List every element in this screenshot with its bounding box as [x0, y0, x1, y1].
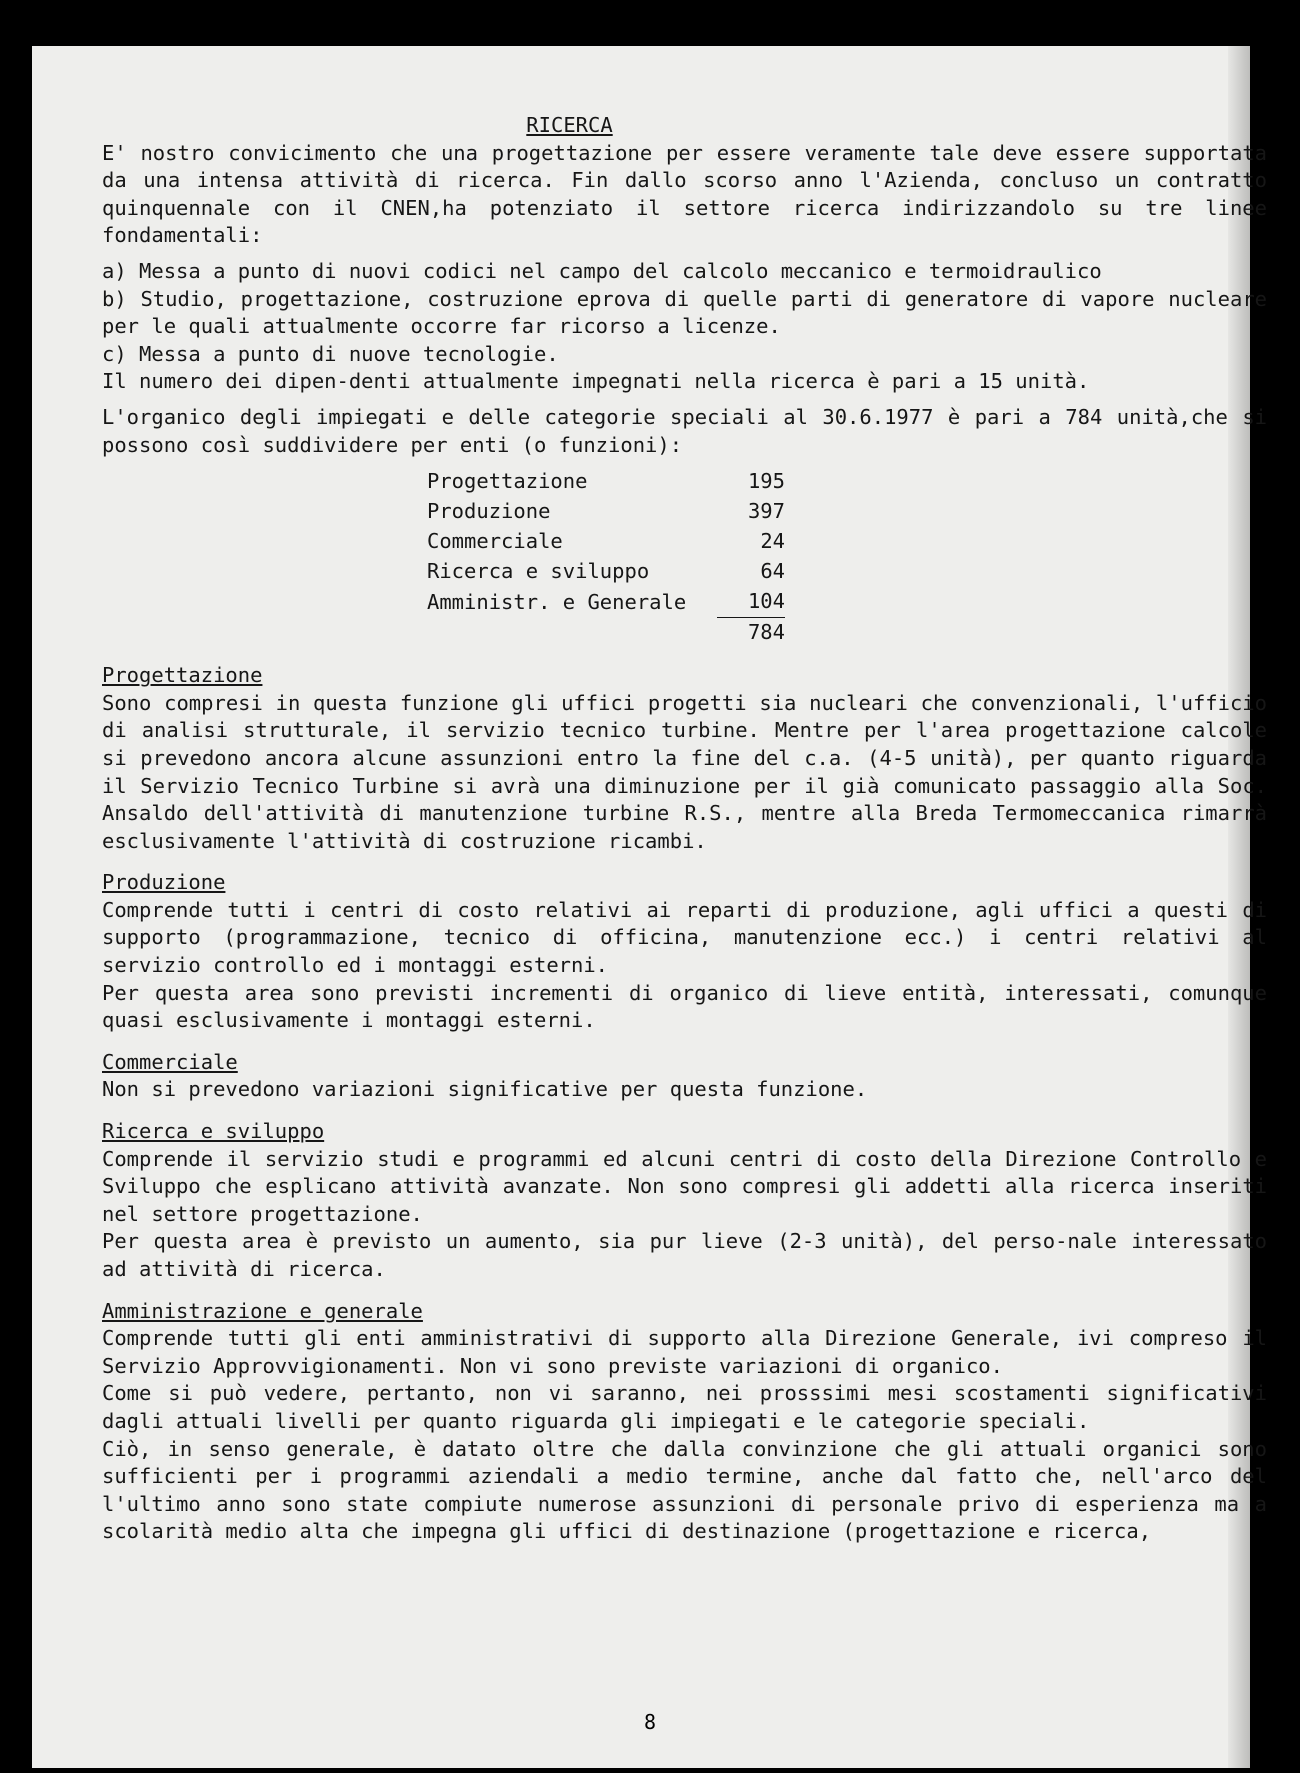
list-item-a: a) Messa a punto di nuovi codici nel campo del calcolo meccanico e termoidraulico [102, 258, 1102, 283]
produzione-paragraph: Per questa area sono previsti incrementi di organico di lieve entità, interessati, comunque quasi esclusivamente i montaggi esterni. [102, 980, 1267, 1033]
heading-ricerca-sviluppo: Ricerca e sviluppo [102, 1119, 325, 1144]
heading-commerciale: Commerciale [102, 1049, 238, 1074]
table-row [427, 467, 785, 497]
section-title: RICERCA [526, 113, 613, 137]
row-label: Ricerca e sviluppo [427, 559, 650, 584]
row-value: 397 [747, 499, 785, 524]
list-item-c: c) Messa a punto di nuove tecnologie. [102, 341, 559, 366]
table-total-row [427, 618, 785, 649]
produzione-paragraph: Comprende tutti i centri di costo relativi ai reparti di produzione, agli uffici a questi di supporto (programmazione, tecnico di officina, manutenzione ecc.) i centri relativi al servizio controllo ed i montaggi esterni. [102, 897, 1267, 978]
table-row [427, 587, 785, 618]
row-label: Amministr. e Generale [427, 589, 687, 614]
ricerca-paragraph: Comprende il servizio studi e programmi ed alcuni centri di costo della Direzione Controllo e Sviluppo che esplicano attività avanzate. Non sono compresi gli addetti alla ricerca inseriti nel settore progettazione. [102, 1146, 1267, 1226]
list-item-b: b) Studio, progettazione, costruzione eprova di quelle parti di generatore di vapore nucleare per le quali attualmente occorre far ricorso a licenze. [102, 286, 1267, 339]
row-value: 104 [717, 587, 785, 618]
document-body [102, 112, 1267, 1546]
row-label: Progettazione [427, 469, 588, 494]
amministrazione-paragraph: Ciò, in senso generale, è datato oltre che dalla convinzione che gli attuali organici sono sufficienti per i programmi aziendali a medio termine, anche dal fatto che, nell'arco del l'ultimo anno sono state compiute numerose assunzioni di personale privo di esperienza ma a scolarità medio alta che impegna gli uffici di destinazione (progettazione e ricerca, [102, 1436, 1267, 1544]
ricerca-paragraph: Per questa area è previsto un aumento, sia pur lieve (2-3 unità), del perso-nale interessato ad attività di ricerca. [102, 1229, 1267, 1281]
row-value: 24 [760, 529, 785, 554]
table-row [427, 557, 785, 587]
organico-paragraph: L'organico degli impiegati e delle categorie speciali al 30.6.1977 è pari a 784 unità,che si possono così suddividere per enti (o funzioni): [102, 404, 1267, 457]
progettazione-paragraph: Sono compresi in questa funzione gli uffici progetti sia nucleari che convenzionali, l'ufficio di analisi strutturale, il servizio tecnico turbine. Mentre per l'area progettazione calcole si prevedono ancora alcune assunzioni entro la fine del c.a. (4-5 unità), per quanto riguarda il Servizio Tecnico Turbine si avrà una diminuzione per il già comunicato passaggio alla Soc. Ansaldo dell'attività di manutenzione turbine R.S., mentre alla Breda Termomeccanica rimarrà esclusivamente l'attività di costruzione ricambi. [102, 690, 1267, 853]
amministrazione-paragraph: Come si può vedere, pertanto, non vi saranno, nei prosssimi mesi scostamenti significativi dagli attuali livelli per quanto riguarda gli impiegati e le categorie speciali. [102, 1381, 1267, 1433]
row-value: 64 [760, 559, 785, 584]
heading-amministrazione: Amministrazione e generale [102, 1298, 423, 1323]
document-page [32, 46, 1267, 1768]
heading-produzione: Produzione [102, 870, 226, 895]
row-label: Produzione [427, 499, 551, 524]
row-label: Commerciale [427, 529, 563, 554]
commerciale-paragraph: Non si prevedono variazioni significative per questa funzione. [102, 1077, 868, 1102]
table-row [427, 497, 785, 527]
research-staff-line: Il numero dei dipen-denti attualmente impegnati nella ricerca è pari a 15 unità. [102, 369, 1090, 394]
amministrazione-paragraph: Comprende tutti gli enti amministrativi di supporto alla Direzione Generale, ivi compreso il Servizio Approvvigionamenti. Non vi sono previste variazioni di organico. [102, 1326, 1267, 1378]
heading-progettazione: Progettazione [102, 663, 263, 688]
row-value: 195 [747, 469, 785, 494]
intro-paragraph: E' nostro convicimento che una progettazione per essere veramente tale deve essere supportata da una intensa attività di ricerca. Fin dallo scorso anno l'Azienda, concluso un contratto quinquennale con il CNEN,ha potenziato il settore ricerca indirizzandolo su tre linee fondamentali: [102, 140, 1267, 248]
total-value: 784 [747, 620, 785, 645]
staff-table [427, 467, 785, 648]
table-row [427, 527, 785, 557]
page-number: 8 [643, 1710, 657, 1734]
